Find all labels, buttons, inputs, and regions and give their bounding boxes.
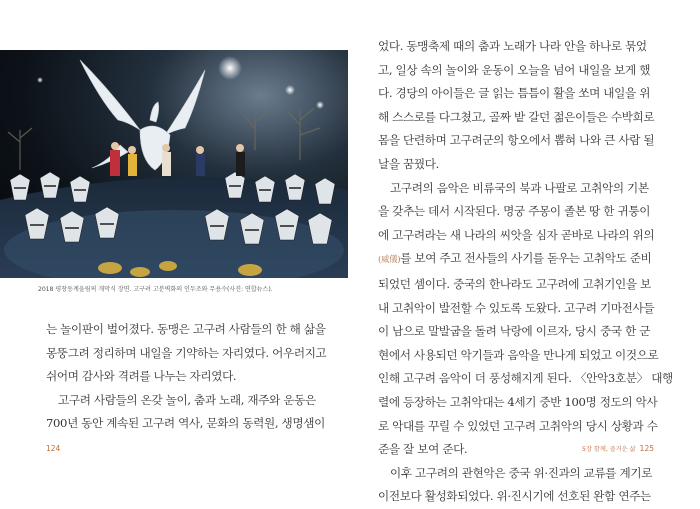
- text-line: 내 고취악이 발전할 수 있도록 도왔다. 고구려 기마전사들: [378, 300, 655, 315]
- text-line: 로 악대를 꾸릴 수 있었던 고구려 고취악의 당시 상황과 수: [378, 418, 658, 433]
- text-line: 해 스스로를 다그쳤고, 골짜 밭 갈던 젊은이들은 수박희로: [378, 109, 655, 124]
- page-number: 124: [46, 444, 61, 453]
- text-line: 인해 고구려 음악이 더 풍성해지게 된다. 〈안악3호분〉 대행: [378, 371, 673, 386]
- text-line: 이 남으로 말발굽을 돌려 낙랑에 이르자, 당시 중국 한 군: [378, 324, 651, 339]
- text-line: 고구려의 음악은 비류국의 북과 나팔로 고취악의 기본: [390, 180, 649, 195]
- text-line: 현에서 사용되던 악기들과 음악을 만나게 되었고 이것으로: [378, 347, 659, 362]
- text-line: 다. 경당의 아이들은 글 읽는 틈틈이 활을 쏘며 내일을 위: [378, 86, 651, 101]
- text-line-rest: 를 보여 주고 전사들의 사기를 돋우는 고취악도 준비: [400, 251, 652, 266]
- text-line: 이후 고구려의 관현악은 중국 위·진과의 교류를 계기로: [390, 465, 653, 480]
- text-line: 준을 잘 보여 준다.: [378, 442, 468, 457]
- text-line: 이전보다 활성화되었다. 위·진시기에 선호된 완함 연주는: [378, 489, 651, 504]
- text-line: 날을 꿈꿨다.: [378, 156, 439, 171]
- text-line: 쉬어며 감사와 격려를 나누는 자리였다.: [46, 369, 237, 384]
- text-line: 었다. 동맹축제 때의 춤과 노래가 나라 안을 하나로 묶었: [378, 39, 647, 53]
- running-head: 5장 함께, 즐거운 삶: [582, 446, 636, 453]
- hanja-gloss: (威儀): [378, 255, 401, 266]
- left-body-text: [46, 318, 327, 436]
- text-line: 몸을 단련하며 고구려군의 항오에서 뽑혀 나와 큰 사람 될: [378, 133, 655, 148]
- text-line: 700년 동안 계속된 고구려 역사, 문화의 동력원, 생명샘이: [46, 416, 325, 431]
- page-number: 125: [639, 444, 654, 453]
- text-line: [378, 247, 673, 273]
- text-line: 몽뚱그려 정리하며 내일을 기약하는 자리였다. 어우러지고: [46, 345, 327, 360]
- text-line: 고, 일상 속의 놀이와 운동이 오늘을 넘어 내일을 보게 했: [378, 62, 651, 77]
- ceremony-photo: [0, 50, 348, 278]
- text-line: 을 갖추는 데서 시작된다. 명궁 주몽이 졸본 땅 한 귀퉁이: [378, 204, 651, 219]
- text-line: 에 고구려라는 새 나라의 씨앗을 심자 곧바로 나라의 위의: [378, 227, 655, 242]
- running-footer: [582, 444, 654, 453]
- text-line: 렬에 등장하는 고취악대는 4세기 중반 100명 정도의 악사: [378, 394, 658, 409]
- ceremony-illustration: [0, 50, 348, 278]
- left-page: [0, 0, 350, 479]
- text-line: 는 놀이판이 벌어졌다. 동맹은 고구려 사람들의 한 해 삶을: [46, 322, 326, 336]
- right-page: [350, 0, 700, 504]
- right-body-text: [378, 35, 673, 509]
- text-line: 고구려 사람들의 온갖 놀이, 춤과 노래, 재주와 운동은: [58, 392, 316, 407]
- photo-caption: 2018 평창동계올림픽 개막식 장면. 고구려 고분벽화의 인두조와 무용수(사진: 연합뉴스).: [38, 286, 273, 293]
- text-line: 되었던 셈이다. 중국의 한나라도 고구려에 고취기인을 보: [378, 276, 651, 291]
